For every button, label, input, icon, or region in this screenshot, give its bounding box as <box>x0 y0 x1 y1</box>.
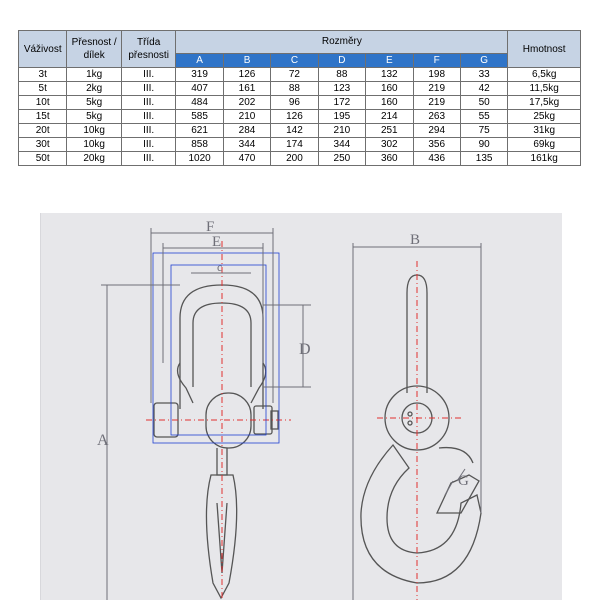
dim-header-d: D <box>318 54 365 68</box>
table-cell: 90 <box>460 138 507 152</box>
dim-label-g: G <box>458 473 469 489</box>
header-weight: Hmotnost <box>508 31 581 68</box>
table-cell: 3t <box>19 68 67 82</box>
table-cell: III. <box>121 96 175 110</box>
dimension-box <box>153 253 279 443</box>
table-row <box>19 110 581 124</box>
table-cell: 621 <box>176 124 223 138</box>
table-cell: 30t <box>19 138 67 152</box>
table-cell: 263 <box>413 110 460 124</box>
table-cell: 25kg <box>508 110 581 124</box>
table-cell: 50 <box>460 96 507 110</box>
table-cell: 202 <box>223 96 270 110</box>
table-cell: 344 <box>318 138 365 152</box>
table-cell: 484 <box>176 96 223 110</box>
dim-label-b: B <box>410 232 421 248</box>
table-cell: 126 <box>223 68 270 82</box>
header-precision: Přesnost / dílek <box>67 31 121 68</box>
table-cell: 142 <box>271 124 318 138</box>
table-cell: 15t <box>19 110 67 124</box>
table-cell: 161 <box>223 82 270 96</box>
hook-view <box>361 275 481 583</box>
table-cell: 20kg <box>67 152 121 166</box>
table-cell: 31kg <box>508 124 581 138</box>
table-cell: 126 <box>271 110 318 124</box>
table-cell: 356 <box>413 138 460 152</box>
table-cell: 319 <box>176 68 223 82</box>
table-cell: 10kg <box>67 138 121 152</box>
table-cell: 858 <box>176 138 223 152</box>
table-row <box>19 82 581 96</box>
table-cell: 172 <box>318 96 365 110</box>
table-cell: 160 <box>366 82 413 96</box>
table-cell: 161kg <box>508 152 581 166</box>
table-cell: 20t <box>19 124 67 138</box>
table-row <box>19 152 581 166</box>
dim-label-f: F <box>206 219 215 235</box>
table-cell: 5t <box>19 82 67 96</box>
table-row <box>19 124 581 138</box>
dim-header-b: B <box>223 54 270 68</box>
shackle-view <box>154 285 278 598</box>
table-cell: 50t <box>19 152 67 166</box>
table-cell: 123 <box>318 82 365 96</box>
table-cell: 135 <box>460 152 507 166</box>
header-dimensions: Rozměry <box>176 31 508 54</box>
table-cell: 219 <box>413 96 460 110</box>
hook-body <box>361 445 481 583</box>
table-cell: 174 <box>271 138 318 152</box>
table-cell: 360 <box>366 152 413 166</box>
table-cell: 470 <box>223 152 270 166</box>
table-cell: 210 <box>318 124 365 138</box>
dim-label-c: c <box>217 260 223 274</box>
table-cell: 10kg <box>67 124 121 138</box>
table-body <box>19 68 581 166</box>
table-cell: III. <box>121 68 175 82</box>
table-cell: 2kg <box>67 82 121 96</box>
table-row <box>19 68 581 82</box>
table-cell: 214 <box>366 110 413 124</box>
table-cell: III. <box>121 152 175 166</box>
table-cell: 17,5kg <box>508 96 581 110</box>
table-cell: 210 <box>223 110 270 124</box>
dim-header-a: A <box>176 54 223 68</box>
table-cell: 160 <box>366 96 413 110</box>
dim-header-e: E <box>366 54 413 68</box>
table-cell: 302 <box>366 138 413 152</box>
crane-scale-drawing <box>41 213 562 600</box>
table-cell: 69kg <box>508 138 581 152</box>
dim-label-e: E <box>212 234 222 250</box>
header-accuracy-class: Třída přesnosti <box>121 31 175 68</box>
table-cell: 198 <box>413 68 460 82</box>
table-cell: 436 <box>413 152 460 166</box>
table-cell: III. <box>121 138 175 152</box>
table-cell: 75 <box>460 124 507 138</box>
table-row <box>19 96 581 110</box>
table-cell: III. <box>121 82 175 96</box>
table-cell: 5kg <box>67 110 121 124</box>
table-cell: 585 <box>176 110 223 124</box>
header-capacity: Váživost <box>19 31 67 68</box>
dim-header-f: F <box>413 54 460 68</box>
dim-label-d: D <box>299 341 311 358</box>
dim-header-c: C <box>271 54 318 68</box>
shackle-centerline <box>146 241 291 600</box>
table-row <box>19 138 581 152</box>
table-cell: 200 <box>271 152 318 166</box>
technical-drawing <box>40 213 562 600</box>
table-cell: 6,5kg <box>508 68 581 82</box>
table-cell: 10t <box>19 96 67 110</box>
table-cell: 72 <box>271 68 318 82</box>
table-cell: 250 <box>318 152 365 166</box>
table-cell: 5kg <box>67 96 121 110</box>
table-cell: 42 <box>460 82 507 96</box>
table-cell: 219 <box>413 82 460 96</box>
dim-label-a: A <box>97 432 109 449</box>
table-cell: 284 <box>223 124 270 138</box>
table-cell: III. <box>121 110 175 124</box>
table-cell: 407 <box>176 82 223 96</box>
table-cell: III. <box>121 124 175 138</box>
table-cell: 33 <box>460 68 507 82</box>
specification-table <box>18 30 581 166</box>
table-cell: 251 <box>366 124 413 138</box>
dim-header-g: G <box>460 54 507 68</box>
table-cell: 11,5kg <box>508 82 581 96</box>
table-cell: 195 <box>318 110 365 124</box>
table-cell: 96 <box>271 96 318 110</box>
table-cell: 88 <box>318 68 365 82</box>
table-cell: 1020 <box>176 152 223 166</box>
table-cell: 344 <box>223 138 270 152</box>
table-cell: 294 <box>413 124 460 138</box>
table-cell: 88 <box>271 82 318 96</box>
hook-centerline <box>377 261 461 600</box>
table-cell: 55 <box>460 110 507 124</box>
table-cell: 132 <box>366 68 413 82</box>
table-cell: 1kg <box>67 68 121 82</box>
